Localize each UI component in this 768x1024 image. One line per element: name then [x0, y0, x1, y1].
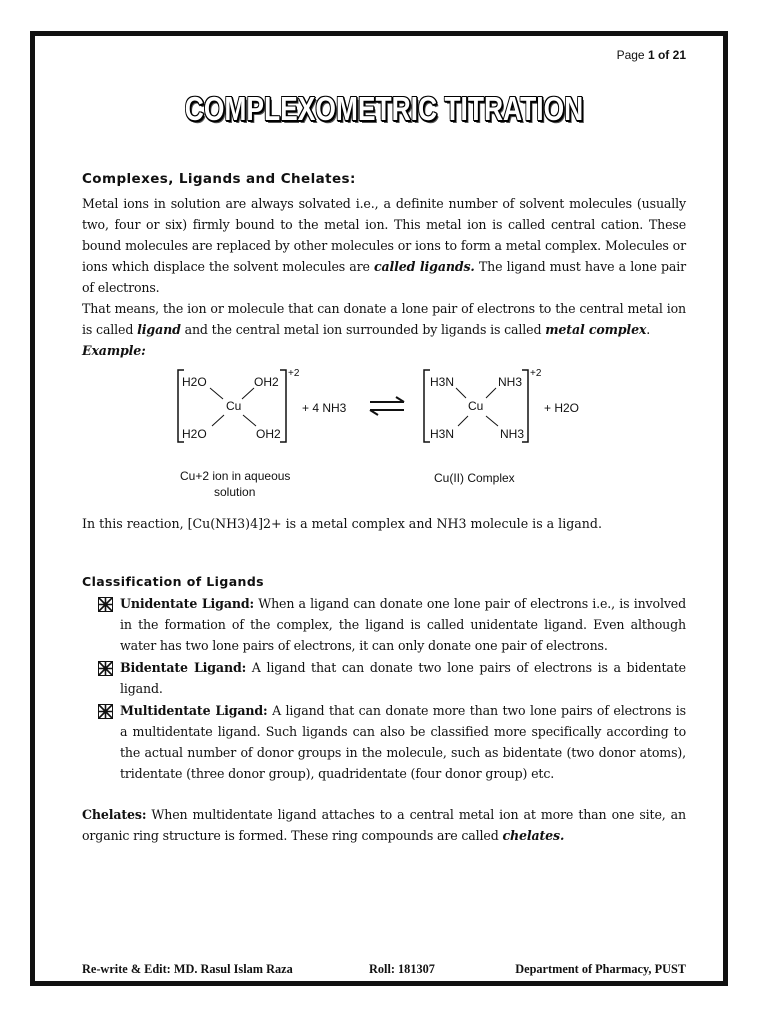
page-label: Page: [616, 48, 645, 62]
left-caption-line2: solution: [214, 485, 256, 499]
right-ligand-br: NH3: [500, 427, 525, 441]
reaction-explanation: In this reaction, [Cu(NH3)4]2+ is a metal complex and NH3 molecule is a ligand.: [82, 516, 602, 531]
section-complexes: [82, 171, 686, 187]
arrow-tr: [242, 388, 254, 399]
list-item: Multidentate Ligand: A ligand that can donate more than two lone pairs of electrons is a multidentate ligand. Such ligands can also be classified more specifically according to the actual number of donor groups in the molecule, such as bidentate (two donor atoms), tridentate (three donor group), quadridentate (four donor group) etc.: [82, 700, 686, 784]
footer-author: Re-write & Edit: MD. Rasul Islam Raza: [82, 962, 293, 976]
document-title: COMPLEXOMETRIC TITRATION: [184, 90, 584, 127]
left-metal: Cu: [226, 399, 242, 413]
ligand-list: [82, 593, 686, 784]
paragraph-solvation: Metal ions in solution are always solvated i.e., a definite number of solvent molecules (usually two, four or six) firmly bound to the metal ion. This metal ion is called central cation. These bound molecules are replaced by other molecules or ions to form a metal complex. Molecules or ions which displace the solvent molecules are called ligands. The ligand must have a lone pair of electrons.: [82, 196, 686, 295]
paragraph-ligand-definition: That means, the ion or molecule that can donate a lone pair of electrons to the central metal ion is called ligand and the central metal ion surrounded by ligands is called metal complex.: [82, 301, 686, 337]
left-ligand-tl: H2O: [182, 375, 207, 389]
reaction-diagram: [176, 364, 596, 504]
left-ligand-tr: OH2: [254, 375, 279, 389]
right-arrow-tr: [486, 388, 496, 398]
left-charge: +2: [288, 368, 300, 379]
section-heading-classification: Classification of Ligands: [82, 574, 265, 589]
footer-department: Department of Pharmacy, PUST: [515, 962, 686, 976]
reagent-text: + 4 NH3: [302, 401, 347, 415]
page-of: of: [657, 48, 670, 62]
right-ligand-tr: NH3: [498, 375, 523, 389]
product-text: + H2O: [544, 401, 580, 415]
checkbox-x-icon: [98, 597, 113, 612]
footer-roll: Roll: 181307: [369, 962, 435, 976]
right-metal: Cu: [468, 399, 484, 413]
left-ligand-bl: H2O: [182, 427, 207, 441]
section-chelates: [82, 804, 686, 846]
paragraph-chelates: Chelates: When multidentate ligand attaches to a central metal ion at more than one site, an organic ring structure is formed. These ring compounds are called chelates.: [82, 807, 686, 843]
right-arrow-bl: [458, 416, 468, 426]
page-number: [617, 48, 686, 62]
left-ligand-br: OH2: [256, 427, 281, 441]
right-caption: Cu(II) Complex: [434, 471, 515, 485]
checkbox-x-icon: [98, 704, 113, 719]
section-heading-complexes: Complexes, Ligands and Chelates:: [82, 171, 356, 187]
list-item: Bidentate Ligand: A ligand that can donate two lone pairs of electrons is a bidentate ligand.: [82, 657, 686, 699]
example-label: Example:: [82, 343, 146, 358]
right-charge: +2: [530, 368, 542, 379]
arrow-tl: [210, 388, 223, 399]
section-complexes-body: [82, 193, 686, 361]
arrow-bl: [212, 415, 224, 426]
right-ligand-bl: H3N: [430, 427, 455, 441]
left-complex-bracket-right: [280, 370, 286, 442]
complex-formula: [Cu(NH3)4]2+: [187, 516, 282, 531]
right-ligand-tl: H3N: [430, 375, 455, 389]
page-current: 1: [647, 48, 655, 62]
right-arrow-tl: [456, 388, 466, 398]
section-classification: [82, 574, 686, 785]
arrow-br: [243, 415, 256, 426]
list-item: Unidentate Ligand: When a ligand can donate one lone pair of electrons i.e., is involved in the formation of the complex, the ligand is called unidentate ligand. Even although water has two lone pairs of electrons, it can only donate one pair of electrons.: [82, 593, 686, 656]
left-caption-line1: Cu+2 ion in aqueous: [180, 469, 291, 483]
page-total: 21: [672, 48, 686, 62]
right-arrow-br: [486, 416, 498, 426]
checkbox-x-icon: [98, 661, 113, 676]
